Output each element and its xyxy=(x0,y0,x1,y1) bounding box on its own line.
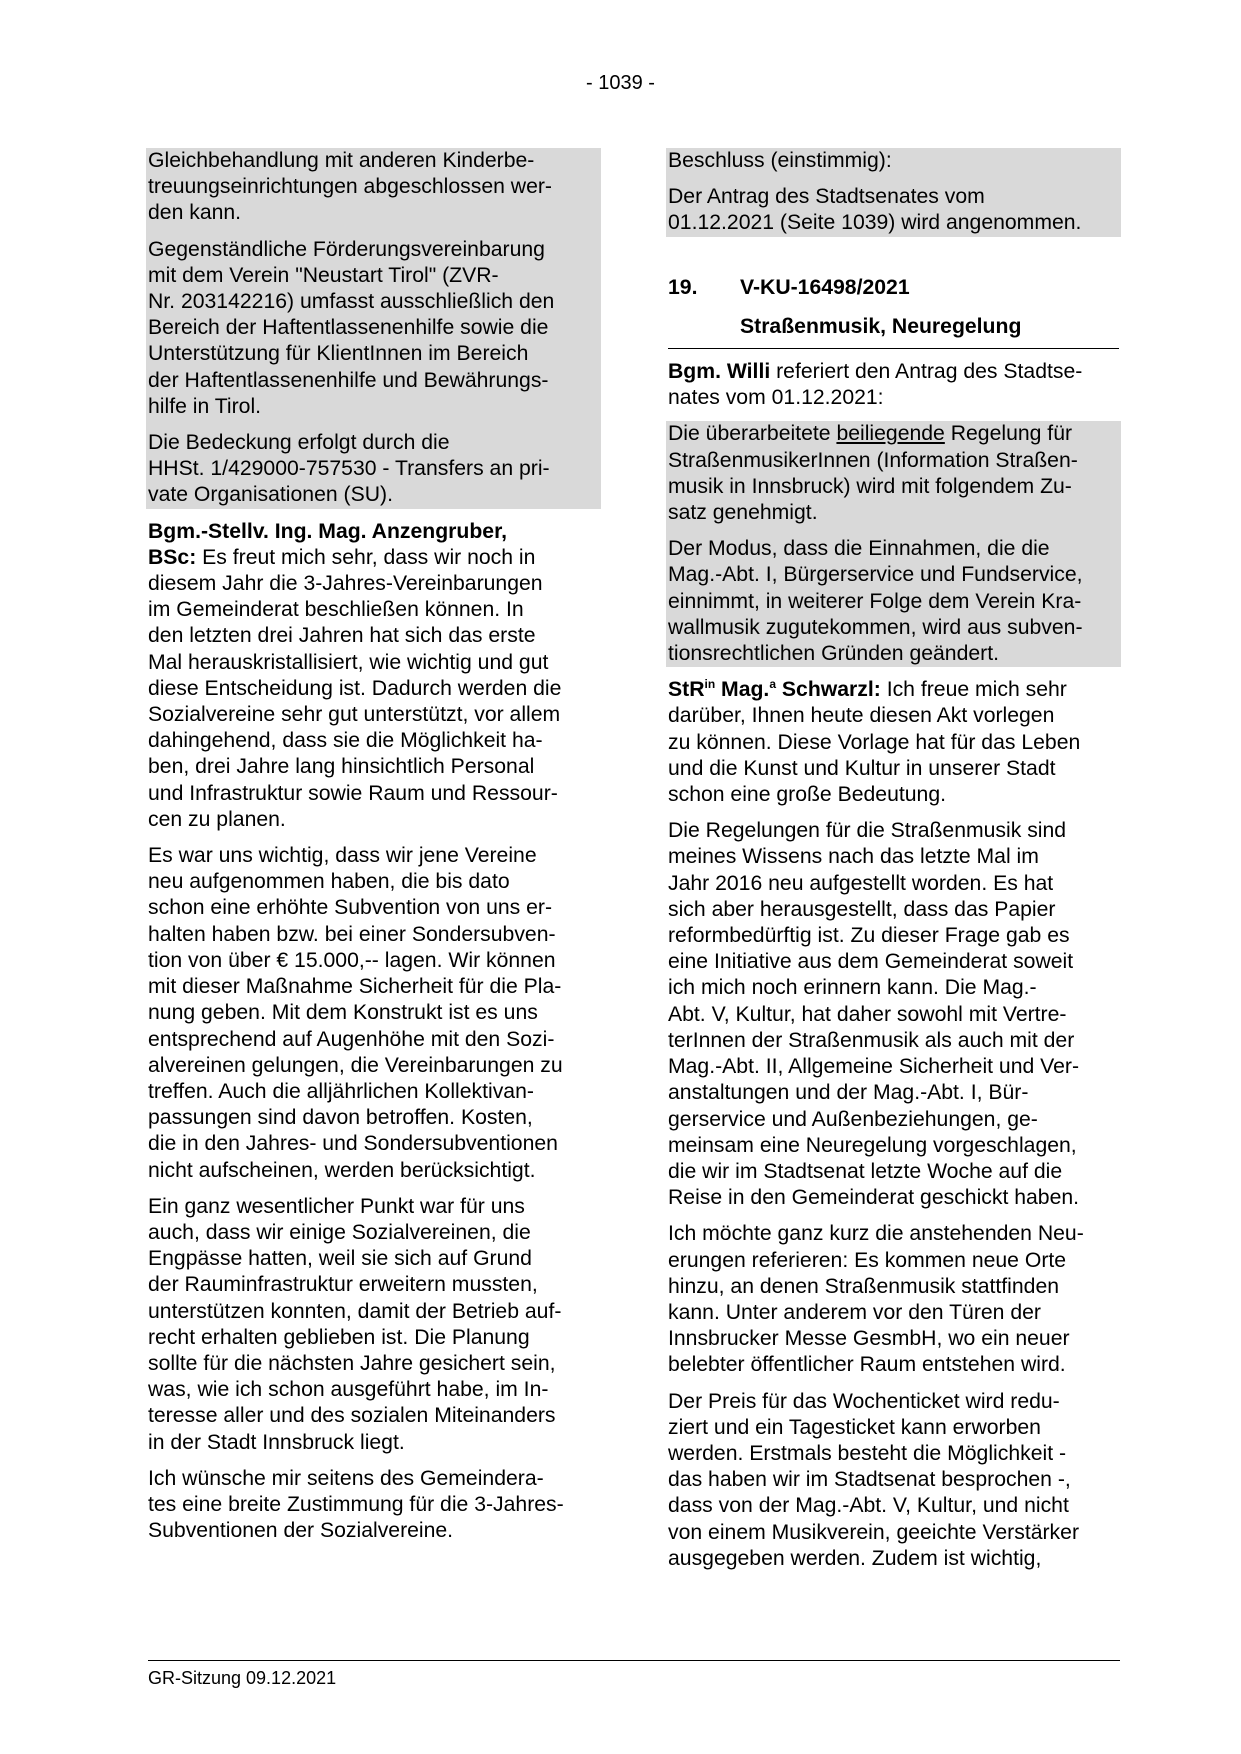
motion-paragraph: Die Bedeckung erfolgt durch die HHSt. 1/429000-757530 - Transfers an pri- vate Organisationen (SU). xyxy=(148,431,550,507)
speech-paragraph: Ein ganz wesentlicher Punkt war für uns auch, dass wir einige Sozialvereinen, die Engpässe hatten, weil sie sich auf Grund der Rauminfrastruktur erweitern mussten, unterstützen konnten, damit der Betrieb auf- recht erhalten geblieben ist. Die Planung sollte für die nächsten Jahre gesichert sein, was, wie ich schon ausgeführt habe, im In- teresse aller und des sozialen Miteinanders in der Stadt Innsbruck liegt. xyxy=(148,1194,562,1454)
footer-text: GR-Sitzung 09.12.2021 xyxy=(148,1668,337,1688)
speech-paragraph: StR$^{in}$ Mag.$^a$ Schwarzl: Ich freue mich sehr darüber, Ihnen heute diesen Akt vorlegen zu können. Diese Vorlage hat für das Leben und die Kunst und Kultur in unserer Stadt schon eine große Bedeutung. xyxy=(668,677,1081,807)
agenda-item-number: 19. xyxy=(668,275,698,299)
speech-paragraph: Bgm.-Stellv. Ing. Mag. Anzengruber, BSc: Es freut mich sehr, dass wir noch in diesem Jahr die 3-Jahres-Vereinbarungen im Gemeinderat beschließen können. In den letzten drei Jahren hat sich das erste Mal herauskristallisiert, wie wichtig und gut diese Entscheidung ist. Dadurch werden die Sozialvereine sehr gut unterstützt, vor allem dahingehend, dass sie die Möglichkeit ha- ben, drei Jahre lang hinsichtlich Personal und Infrastruktur sowie Raum und Ressour- cen zu planen. xyxy=(148,519,562,831)
motion-paragraph: Gleichbehandlung mit anderen Kinderbe- treuungseinrichtungen abgeschlossen wer- den kann. xyxy=(148,149,552,225)
agenda-item-heading xyxy=(668,275,1119,301)
speech-paragraph: Es war uns wichtig, dass wir jene Vereine neu aufgenommen haben, die bis dato schon eine erhöhte Subvention von uns er- halten haben bzw. bei einer Sondersubven- tion von über € 15.000,-- lagen. Wir können mit dieser Maßnahme Sicherheit für die Pla- nung geben. Mit dem Konstrukt ist es uns entsprechend auf Augenhöhe mit den Sozi- alvereinen gelungen, die Vereinbarungen zu treffen. Auch die alljährlichen Kollektivan- passungen sind davon betroffen. Kosten, die in den Jahres- und Sondersubventionen nicht aufscheinen, werden berücksichtigt. xyxy=(148,844,563,1182)
agenda-item-title: Straßenmusik, Neuregelung xyxy=(740,314,1022,338)
right-column xyxy=(668,148,1119,1572)
attachment-reference: beiliegende xyxy=(836,422,945,446)
speech-paragraph: Ich möchte ganz kurz die anstehenden Neu- erungen referieren: Es kommen neue Orte hinzu, an denen Straßenmusik stattfinden kann. Unter anderem vor den Türen der Innsbrucker Messe GesmbH, wo ein neuer belebter öffentlicher Raum entstehen wird. xyxy=(668,1222,1084,1377)
resolution-block xyxy=(666,148,1121,237)
speaker-name: StR$^{in}$ Mag.$^a$ Schwarzl: xyxy=(668,677,881,702)
speaker-name: Bgm.-Stellv. Ing. Mag. Anzengruber, BSc: xyxy=(148,519,508,569)
left-column xyxy=(148,148,599,1544)
motion-text-block xyxy=(666,421,1121,667)
motion-paragraph: Die überarbeitete beiliegende Regelung für StraßenmusikerInnen (Information Straßen- musik in Innsbruck) wird mit folgendem Zu- satz genehmigt. xyxy=(668,422,1078,525)
speech-paragraph: Ich wünsche mir seitens des Gemeindera- tes eine breite Zustimmung für die 3-Jahres- Subventionen der Sozialvereine. xyxy=(148,1466,564,1543)
footer-rule xyxy=(148,1660,1120,1661)
intro-paragraph: Bgm. Willi referiert den Antrag des Stadtse- nates vom 01.12.2021: xyxy=(668,360,1083,410)
page-number: - 1039 - xyxy=(586,72,655,94)
agenda-item-code: V-KU-16498/2021 xyxy=(740,275,910,299)
speech-paragraph: Die Regelungen für die Straßenmusik sind meines Wissens nach das letzte Mal im Jahr 2016 neu aufgestellt worden. Es hat sich aber herausgestellt, dass das Papier reformbedürftig ist. Zu dieser Frage gab es eine Initiative aus dem Gemeinderat soweit ich mich noch erinnern kann. Die Mag.- Abt. V, Kultur, hat daher sowohl mit Vertre- terInnen der Straßenmusik als auch mit der Mag.-Abt. II, Allgemeine Sicherheit und Ver- anstaltungen und der Mag.-Abt. I, Bür- gerservice und Außenbeziehungen, ge- meinsam eine Neuregelung vorgeschlagen, die wir im Stadtsenat letzte Woche auf die Reise in den Gemeinderat geschickt haben. xyxy=(668,819,1080,1210)
motion-text-block xyxy=(146,148,601,509)
resolution-label: Beschluss (einstimmig): xyxy=(668,149,892,172)
speech-paragraph: Der Preis für das Wochenticket wird redu- ziert und ein Tagesticket kann erworben werden. Erstmals besteht die Möglichkeit - das haben wir im Stadtsenat besprochen -, dass von der Mag.-Abt. V, Kultur, und nicht von einem Musikverein, geeichte Verstärker ausgegeben werden. Zudem ist wichtig, xyxy=(668,1389,1079,1570)
motion-paragraph: Gegenständliche Förderungsvereinbarung mit dem Verein "Neustart Tirol" (ZVR- Nr. 203142216) umfasst ausschließlich den Bereich der Haftentlassenenhilfe sowie die Unterstützung für KlientInnen im Bereich der Haftentlassenenhilfe und Bewährungs- hilfe in Tirol. xyxy=(148,237,555,418)
motion-paragraph: Der Modus, dass die Einnahmen, die die Mag.-Abt. I, Bürgerservice und Fundservice, einnimmt, in weiterer Folge dem Verein Kra- wallmusik zugutekommen, wird aus subven- tionsrechtlichen Gründen geändert. xyxy=(668,537,1083,666)
speaker-name: Bgm. Willi xyxy=(668,360,771,384)
resolution-text: Der Antrag des Stadtsenates vom 01.12.2021 (Seite 1039) wird angenommen. xyxy=(668,185,1082,235)
